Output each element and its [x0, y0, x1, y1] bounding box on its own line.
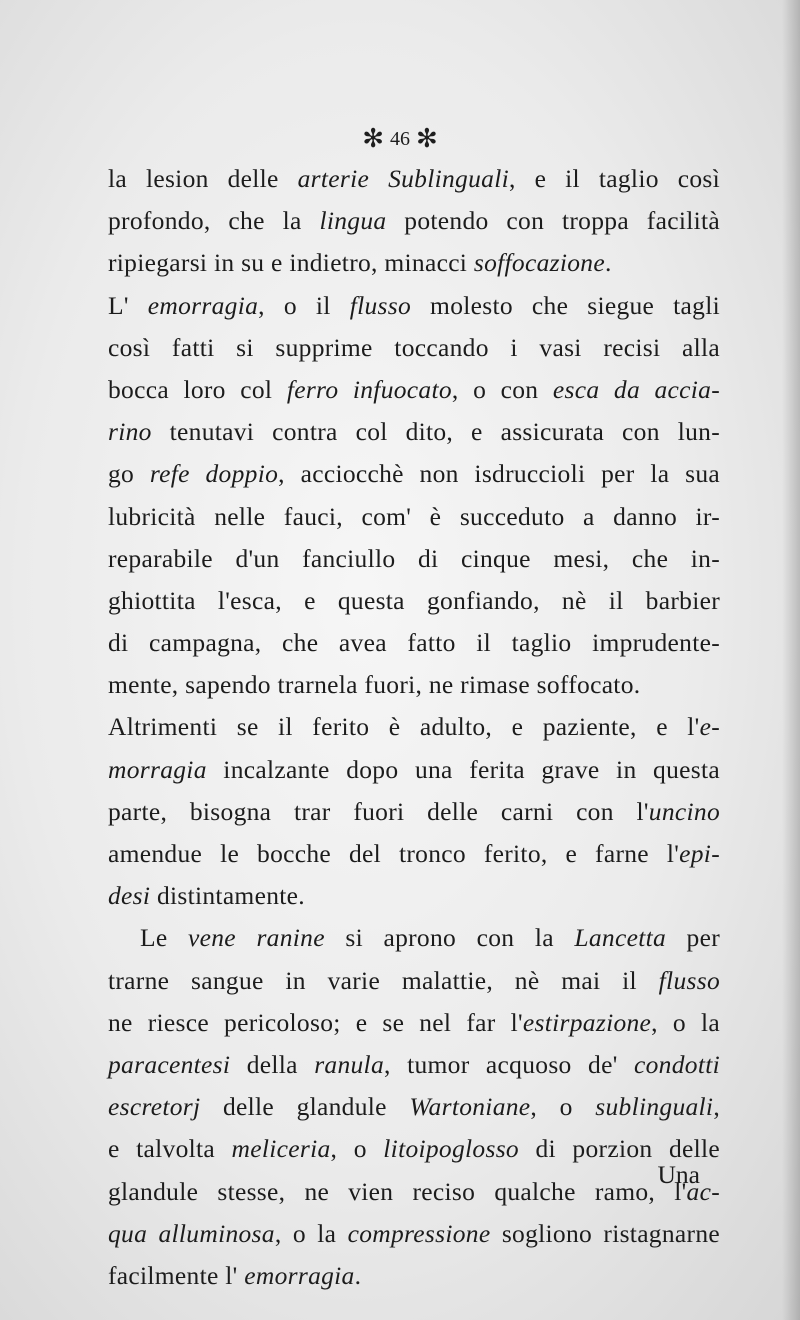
text-line	[108, 875, 720, 917]
page-edge-shadow	[782, 0, 800, 1320]
text-segment: , tumor acquoso de'	[384, 1049, 635, 1079]
text-segment: facilmente l'	[108, 1260, 245, 1290]
italic-segment: litoipoglosso	[383, 1134, 519, 1164]
text-segment: , o la	[274, 1218, 348, 1248]
text-line	[108, 200, 720, 242]
text-line	[108, 285, 720, 327]
text-segment: e talvolta	[108, 1134, 232, 1164]
italic-segment: emorragia	[147, 290, 259, 320]
text-segment: potendo con troppa facilità	[386, 206, 720, 236]
text-segment: della	[230, 1049, 315, 1079]
running-head	[0, 124, 800, 154]
text-line	[108, 1002, 720, 1044]
text-segment: ripiegarsi in su e indietro, minacci	[108, 248, 474, 278]
text-line	[108, 538, 720, 580]
text-segment: .	[604, 248, 612, 278]
text-segment: L'	[108, 290, 148, 320]
text-segment: , o	[330, 1134, 384, 1164]
text-segment: reparabile d'un fanciullo di cinque mesi, che in-	[108, 543, 720, 573]
text-segment: sogliono ristagnarne	[490, 1218, 720, 1248]
text-segment: , o	[530, 1092, 596, 1122]
text-line	[108, 158, 720, 200]
text-segment: ne riesce pericoloso; e se nel far l'	[108, 1007, 523, 1037]
text-segment: distintamente.	[150, 881, 305, 911]
text-segment: go	[108, 459, 150, 489]
italic-segment: estirpazione	[522, 1007, 652, 1037]
text-line	[108, 749, 720, 791]
text-line	[108, 327, 720, 369]
italic-segment: flusso	[658, 965, 720, 995]
italic-segment: flusso	[349, 290, 412, 320]
text-line	[108, 960, 720, 1002]
text-segment: ,	[713, 1092, 720, 1122]
italic-segment: morragia	[108, 754, 207, 784]
text-line	[108, 496, 720, 538]
text-segment: delle glandule	[200, 1092, 410, 1122]
italic-segment: ferro infuocato	[286, 374, 452, 404]
text-line	[108, 791, 720, 833]
ornament-right-icon: ✻	[416, 124, 438, 154]
text-segment: molesto che siegue tagli	[411, 290, 720, 320]
italic-segment: refe doppio	[149, 459, 279, 489]
text-line	[108, 833, 720, 875]
italic-segment: vene ranine	[188, 923, 325, 953]
text-line	[108, 1044, 720, 1086]
page-number: 46	[390, 128, 410, 150]
text-segment: bocca loro col	[108, 374, 287, 404]
text-segment: Le	[140, 923, 189, 953]
italic-segment: compressione	[347, 1218, 491, 1248]
catchword: Una	[657, 1160, 700, 1189]
text-line	[108, 917, 720, 959]
text-line	[108, 706, 720, 748]
text-line	[108, 664, 720, 706]
italic-segment: sublinguali	[595, 1092, 714, 1122]
text-line	[108, 369, 720, 411]
text-segment: , o il	[258, 290, 350, 320]
text-segment: di campagna, che avea fatto il taglio imprudente-	[108, 628, 720, 658]
text-line	[108, 1255, 720, 1297]
italic-segment: esca da accia-	[552, 374, 721, 404]
text-segment: profondo, che la	[108, 206, 320, 236]
italic-segment: ac-	[686, 1176, 720, 1206]
text-segment: parte, bisogna trar fuori delle carni con l'	[108, 796, 649, 826]
text-segment: , e il taglio così	[508, 164, 720, 193]
italic-segment: lingua	[319, 206, 387, 236]
text-segment: si aprono con la	[324, 923, 575, 953]
text-segment: amendue le bocche del tronco ferito, e farne l'	[108, 839, 680, 868]
text-segment: .	[354, 1260, 362, 1290]
italic-segment: paracentesi	[108, 1049, 231, 1079]
text-segment: ghiottita l'esca, e questa gonfiando, nè il barbier	[108, 585, 720, 615]
text-segment: , acciocchè non isdruccioli per la sua	[278, 459, 720, 489]
text-segment: trarne sangue in varie malattie, nè mai il	[108, 965, 659, 995]
italic-segment: meliceria	[231, 1134, 331, 1164]
text-line	[108, 580, 720, 622]
italic-segment: qua alluminosa	[108, 1218, 275, 1248]
text-line	[108, 622, 720, 664]
body-text	[108, 158, 720, 1297]
text-line	[108, 1086, 720, 1128]
text-line	[108, 411, 720, 453]
text-segment: tenutavi contra col dito, e assicurata con lun-	[151, 417, 720, 447]
ornament-left-icon: ✻	[362, 124, 384, 154]
text-line	[108, 1213, 720, 1255]
text-segment: per	[666, 923, 720, 953]
text-segment: mente, sapendo trarnela fuori, ne rimase soffocato.	[108, 670, 641, 700]
text-segment: così fatti si supprime toccando i vasi recisi alla	[108, 332, 720, 362]
italic-segment: Wartoniane	[409, 1092, 531, 1122]
text-segment: la lesion delle	[108, 164, 298, 193]
text-segment: di porzion delle	[518, 1134, 721, 1164]
italic-segment: epi-	[679, 839, 720, 868]
italic-segment: emorragia	[244, 1260, 355, 1290]
italic-segment: e-	[699, 712, 720, 742]
text-segment: , o la	[651, 1007, 721, 1037]
italic-segment: soffocazione	[473, 248, 605, 278]
text-segment: glandule stesse, ne vien reciso qualche ramo, l'	[108, 1176, 687, 1206]
text-segment: Altrimenti se il ferito è adulto, e paziente, e l'	[108, 712, 700, 742]
italic-segment: uncino	[648, 796, 720, 826]
italic-segment: arterie Sublinguali	[297, 164, 509, 193]
text-line	[108, 242, 720, 284]
italic-segment: ranula	[314, 1049, 384, 1079]
text-segment: incalzante dopo una ferita grave in questa	[206, 754, 720, 784]
italic-segment: rino	[108, 417, 152, 447]
text-line	[108, 453, 720, 495]
italic-segment: escretorj	[108, 1092, 201, 1122]
text-segment: lubricità nelle fauci, com' è succeduto a danno ir-	[108, 501, 720, 531]
text-segment: , o con	[451, 374, 553, 404]
italic-segment: condotti	[634, 1049, 720, 1079]
italic-segment: Lancetta	[574, 923, 667, 953]
italic-segment: desi	[108, 881, 151, 911]
